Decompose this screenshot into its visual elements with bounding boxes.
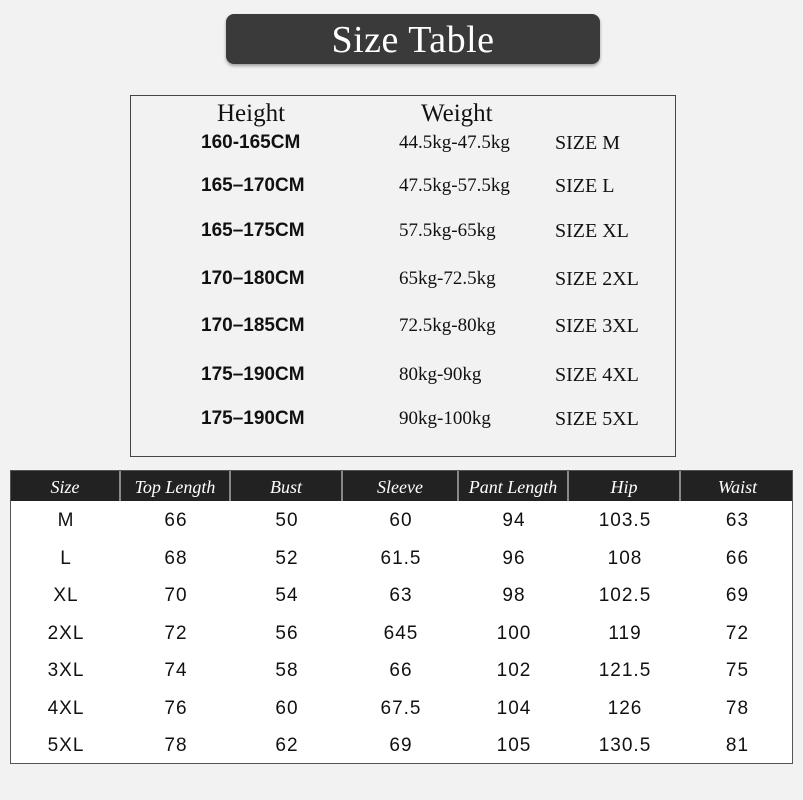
weight-range: 72.5kg-80kg (399, 315, 496, 336)
cell-sleeve: 67.5 (380, 697, 422, 719)
cell-top-length: 70 (164, 585, 188, 606)
cell-sleeve: 645 (383, 622, 419, 644)
cell-size: L (60, 547, 72, 569)
size-label: SIZE 4XL (555, 364, 639, 386)
cell-pant-length: 98 (502, 585, 526, 606)
column-header-size: Size (11, 471, 121, 501)
cell-hip: 126 (607, 697, 643, 719)
cell-pant-length: 105 (496, 735, 532, 756)
cell-pant-length: 104 (496, 697, 532, 719)
height-range: 170–180CM (201, 268, 305, 289)
height-range: 165–175CM (201, 220, 305, 241)
cell-bust: 52 (275, 547, 299, 569)
cell-waist: 75 (725, 660, 750, 681)
size-label: SIZE 5XL (555, 408, 639, 430)
size-chart-row (131, 220, 675, 250)
table-row (11, 690, 792, 727)
size-label: SIZE XL (555, 220, 629, 242)
column-header-sleeve: Sleeve (343, 471, 459, 501)
weight-range: 90kg-100kg (399, 408, 491, 429)
table-row (11, 540, 792, 577)
cell-top-length: 74 (164, 660, 188, 681)
table-row (11, 577, 792, 614)
cell-hip: 119 (608, 622, 642, 644)
cell-waist: 66 (725, 547, 750, 569)
cell-top-length: 76 (164, 697, 188, 719)
height-range: 170–185CM (201, 315, 305, 336)
table-row (11, 652, 792, 689)
weight-header: Weight (421, 100, 493, 127)
size-chart-row (131, 315, 675, 345)
cell-pant-length: 102 (496, 660, 532, 681)
height-range: 165–170CM (201, 175, 305, 196)
title-banner (226, 14, 600, 64)
weight-range: 44.5kg-47.5kg (399, 132, 510, 153)
cell-pant-length: 96 (502, 547, 526, 569)
cell-bust: 62 (275, 735, 299, 756)
table-row (11, 615, 792, 652)
cell-hip: 108 (607, 547, 643, 569)
column-header-pant-length: Pant Length (459, 471, 569, 501)
cell-sleeve: 61.5 (380, 547, 422, 569)
cell-size: 2XL (47, 622, 85, 644)
size-chart-row (131, 268, 675, 298)
cell-waist: 69 (725, 585, 750, 606)
page-title: Size Table (331, 19, 495, 61)
weight-range: 57.5kg-65kg (399, 220, 496, 241)
table-row (11, 727, 792, 764)
cell-size: 5XL (47, 735, 85, 756)
cell-hip: 130.5 (598, 735, 652, 756)
column-header-hip: Hip (569, 471, 681, 501)
cell-top-length: 72 (164, 622, 188, 644)
measurement-table (10, 470, 793, 764)
cell-size: M (57, 510, 75, 531)
cell-waist: 78 (725, 697, 750, 719)
weight-range: 65kg-72.5kg (399, 268, 496, 289)
height-range: 175–190CM (201, 364, 305, 385)
table-row (11, 502, 792, 539)
cell-waist: 63 (725, 510, 750, 531)
cell-bust: 50 (275, 510, 299, 531)
size-chart-row (131, 364, 675, 394)
size-chart-row (131, 408, 675, 438)
cell-sleeve: 60 (389, 510, 413, 531)
size-chart-row (131, 175, 675, 205)
weight-range: 80kg-90kg (399, 364, 482, 385)
cell-top-length: 66 (164, 510, 188, 531)
cell-sleeve: 69 (389, 735, 413, 756)
size-chart-row (131, 132, 675, 162)
column-header-waist: Waist (717, 477, 758, 497)
cell-bust: 56 (275, 622, 299, 644)
weight-range: 47.5kg-57.5kg (399, 175, 510, 196)
cell-hip: 102.5 (598, 585, 652, 606)
cell-waist: 72 (725, 622, 750, 644)
height-range: 175–190CM (201, 408, 305, 429)
size-label: SIZE 3XL (555, 315, 639, 337)
cell-hip: 121.5 (598, 660, 652, 681)
cell-sleeve: 66 (389, 660, 413, 681)
cell-bust: 54 (275, 585, 299, 606)
measurement-table-header (11, 471, 792, 501)
size-label: SIZE 2XL (555, 268, 639, 290)
cell-bust: 60 (275, 697, 299, 719)
height-weight-size-chart (130, 95, 676, 457)
height-header: Height (217, 100, 286, 127)
cell-size: 4XL (47, 697, 85, 719)
cell-waist: 81 (725, 735, 750, 756)
size-label: SIZE M (555, 132, 620, 154)
cell-bust: 58 (275, 660, 299, 681)
cell-pant-length: 100 (496, 622, 532, 644)
cell-size: XL (53, 585, 79, 606)
cell-top-length: 78 (164, 735, 188, 756)
cell-hip: 103.5 (598, 510, 652, 531)
cell-size: 3XL (47, 660, 85, 681)
column-header-top-length: Top Length (121, 471, 231, 501)
size-label: SIZE L (555, 175, 615, 197)
cell-sleeve: 63 (389, 585, 413, 606)
cell-top-length: 68 (164, 547, 188, 569)
column-header-bust: Bust (231, 471, 343, 501)
cell-pant-length: 94 (502, 510, 526, 531)
height-range: 160-165CM (201, 132, 301, 153)
